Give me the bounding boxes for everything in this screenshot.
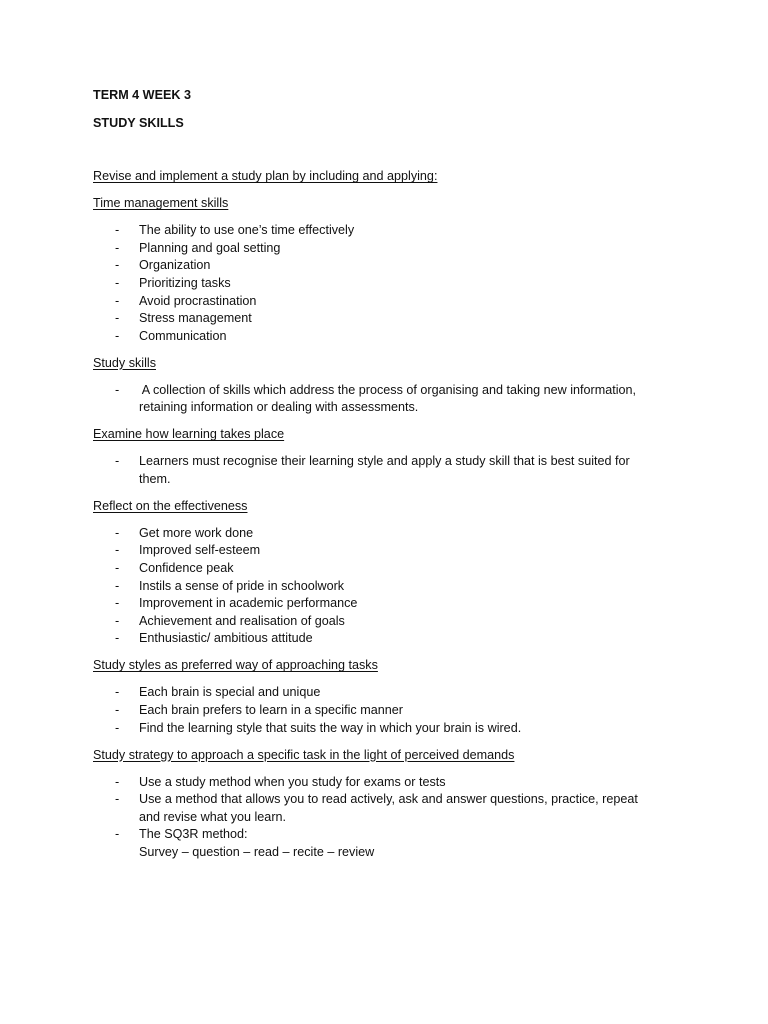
dash-bullet: - <box>115 525 120 540</box>
list-item-text: Confidence peak <box>139 561 234 575</box>
list-item <box>93 578 673 596</box>
list-item <box>93 328 673 346</box>
list-item-text: Get more work done <box>139 525 254 540</box>
dash-bullet: - <box>115 720 120 735</box>
bullet-list <box>93 382 673 417</box>
bullet-list <box>93 684 673 737</box>
list-item-text: Find the learning style that suits the way in which your brain is wired. <box>139 720 522 735</box>
list-item <box>93 275 673 293</box>
list-item-text: Organization <box>139 258 211 273</box>
dash-bullet: - <box>115 578 120 593</box>
list-item <box>93 720 673 738</box>
dash-bullet: - <box>115 311 120 326</box>
dash-bullet: - <box>115 454 120 469</box>
list-item-text: retaining information or dealing with assessments. <box>139 400 419 415</box>
section-heading: Reflect on the effectiveness <box>93 498 248 513</box>
list-item <box>93 702 673 720</box>
dash-bullet: - <box>115 561 120 575</box>
bullet-list <box>93 222 673 345</box>
list-item-text: Avoid procrastination <box>139 293 257 308</box>
dash-bullet: - <box>115 596 120 611</box>
list-item <box>93 525 673 543</box>
list-item-text: Improvement in academic performance <box>139 596 358 611</box>
list-item <box>93 630 673 648</box>
list-item <box>93 257 673 275</box>
list-item-text: Planning and goal setting <box>139 240 281 255</box>
section-heading: Time management skills <box>93 196 229 211</box>
list-item-text: The SQ3R method: <box>139 827 248 842</box>
section-heading: Study strategy to approach a specific task in the light of perceived demands <box>93 747 515 762</box>
list-item <box>93 595 673 613</box>
bullet-list <box>93 453 673 488</box>
list-item-text: The ability to use one’s time effectively <box>139 223 355 238</box>
dash-bullet: - <box>115 792 120 807</box>
list-item-text: Enthusiastic/ ambitious attitude <box>139 631 313 646</box>
section-heading: Examine how learning takes place <box>93 427 285 442</box>
list-item-text: Stress management <box>139 311 252 326</box>
document-content <box>93 87 673 861</box>
list-item-text: and revise what you learn. <box>139 809 287 824</box>
list-item-text: Use a method that allows you to read actively, ask and answer questions, practice, repeat <box>139 792 638 807</box>
sections-container <box>93 195 673 861</box>
dash-bullet: - <box>115 543 120 558</box>
bullet-list <box>93 525 673 648</box>
dash-bullet: - <box>115 275 120 290</box>
section-heading: Study skills <box>93 355 156 370</box>
list-item-text: Improved self-esteem <box>139 543 261 558</box>
document-title: TERM 4 WEEK 3 <box>93 88 191 102</box>
dash-bullet: - <box>115 827 120 842</box>
list-item-text: Learners must recognise their learning style and apply a study skill that is best suited for <box>139 454 630 469</box>
dash-bullet: - <box>115 613 120 628</box>
list-item-text: Prioritizing tasks <box>139 275 231 290</box>
bullet-list <box>93 774 673 862</box>
list-item <box>93 774 673 792</box>
list-item <box>93 453 673 488</box>
list-item-text: them. <box>139 471 171 486</box>
list-item-text: Each brain is special and unique <box>139 685 321 700</box>
document-subtitle: STUDY SKILLS <box>93 115 184 130</box>
list-item <box>93 826 673 861</box>
dash-bullet: - <box>115 382 120 397</box>
list-item <box>93 613 673 631</box>
list-item-text: Use a study method when you study for exams or tests <box>139 774 446 789</box>
list-item <box>93 382 673 417</box>
list-item <box>93 560 673 578</box>
list-item-text: Survey – question – read – recite – review <box>139 844 375 859</box>
dash-bullet: - <box>115 240 120 255</box>
list-item-text: Achievement and realisation of goals <box>139 613 345 628</box>
dash-bullet: - <box>115 774 120 789</box>
dash-bullet: - <box>115 258 120 273</box>
list-item-text: A collection of skills which address the process of organising and taking new information, <box>139 382 637 397</box>
list-item <box>93 542 673 560</box>
dash-bullet: - <box>115 702 120 717</box>
dash-bullet: - <box>115 631 120 646</box>
list-item <box>93 310 673 328</box>
dash-bullet: - <box>115 293 120 308</box>
intro-heading: Revise and implement a study plan by including and applying: <box>93 169 438 184</box>
list-item <box>93 684 673 702</box>
dash-bullet: - <box>115 328 120 343</box>
list-item-text: Each brain prefers to learn in a specific manner <box>139 702 403 717</box>
list-item <box>93 240 673 258</box>
list-item <box>93 293 673 311</box>
list-item <box>93 791 673 826</box>
list-item <box>93 222 673 240</box>
section-heading: Study styles as preferred way of approaching tasks <box>93 658 378 673</box>
list-item-text: Instils a sense of pride in schoolwork <box>139 578 345 593</box>
list-item-text: Communication <box>139 328 227 343</box>
dash-bullet: - <box>115 223 120 238</box>
dash-bullet: - <box>115 685 120 700</box>
